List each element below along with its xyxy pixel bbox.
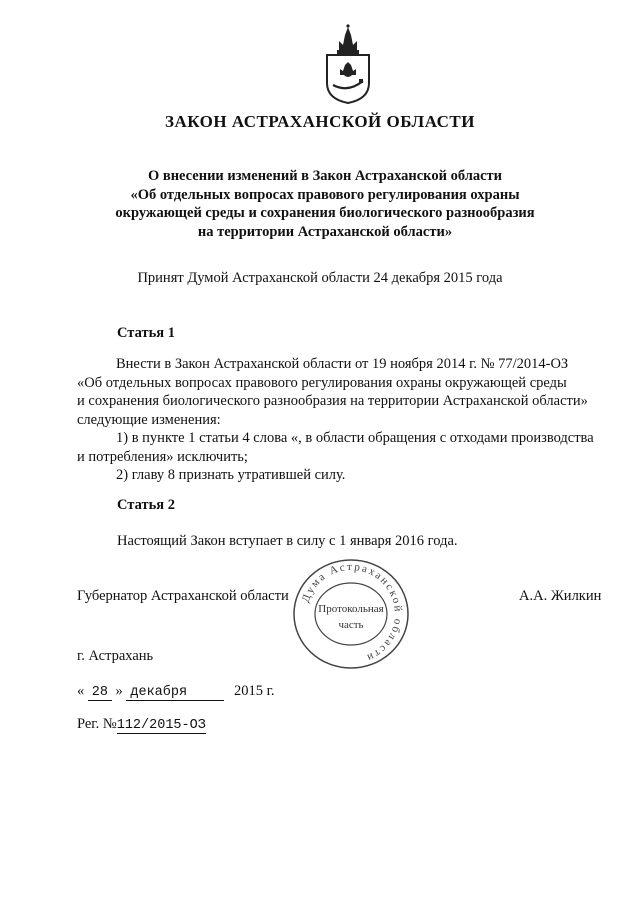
date-day: 28 — [88, 685, 112, 701]
article-2-body: Настоящий Закон вступает в силу с 1 января 2016 года. — [117, 533, 458, 549]
coat-of-arms-icon — [323, 23, 373, 105]
date-year: 2015 г. — [234, 683, 275, 699]
subtitle-line: на территории Астраханской области» — [197, 223, 453, 240]
stamp-center-line-1: Протокольная — [318, 603, 384, 615]
date-month: декабря — [126, 685, 224, 701]
article-1-line: «Об отдельных вопросах правового регулирования охраны окружающей среды — [77, 374, 567, 391]
article-1-line: и потребления» исключить; — [77, 448, 248, 465]
article-1-body — [77, 355, 613, 485]
law-subtitle — [90, 167, 560, 241]
stamp-ring-text: Дума Астраханской области — [299, 560, 405, 665]
signing-date — [77, 683, 275, 701]
stamp-center-line-2: часть — [338, 619, 364, 631]
article-1-line: следующие изменения: — [77, 411, 221, 428]
duma-stamp — [292, 558, 410, 670]
date-close-quote: » — [115, 683, 123, 699]
registration-label: Рег. № — [77, 716, 117, 732]
governor-name: А.А. Жилкин — [519, 588, 602, 604]
date-open-quote: « — [77, 683, 85, 699]
registration-number: 112/2015-ОЗ — [116, 718, 206, 733]
city: г. Астрахань — [77, 648, 154, 664]
article-1-line: и сохранения биологического разнообразия на территории Астраханской области» — [77, 393, 588, 409]
law-title: ЗАКОН АСТРАХАНСКОЙ ОБЛАСТИ — [164, 112, 475, 131]
article-1-line: 1) в пункте 1 статьи 4 слова «, в области обращения с отходами производства — [116, 430, 594, 446]
subtitle-line: окружающей среды и сохранения биологического разнообразия — [115, 205, 535, 221]
subtitle-line: О внесении изменений в Закон Астраханской области — [147, 168, 503, 184]
article-1-line: Внести в Закон Астраханской области от 19 ноября 2014 г. № 77/2014-ОЗ — [116, 356, 569, 372]
subtitle-line: «Об отдельных вопросах правового регулирования охраны — [130, 186, 520, 203]
governor-title: Губернатор Астраханской области — [77, 588, 289, 604]
article-2-heading: Статья 2 — [117, 497, 175, 513]
registration — [77, 716, 206, 733]
adoption-note: Принят Думой Астраханской области 24 декабря 2015 года — [137, 270, 503, 286]
article-1-line: 2) главу 8 признать утратившей силу. — [116, 467, 346, 483]
article-1-heading: Статья 1 — [117, 325, 175, 341]
